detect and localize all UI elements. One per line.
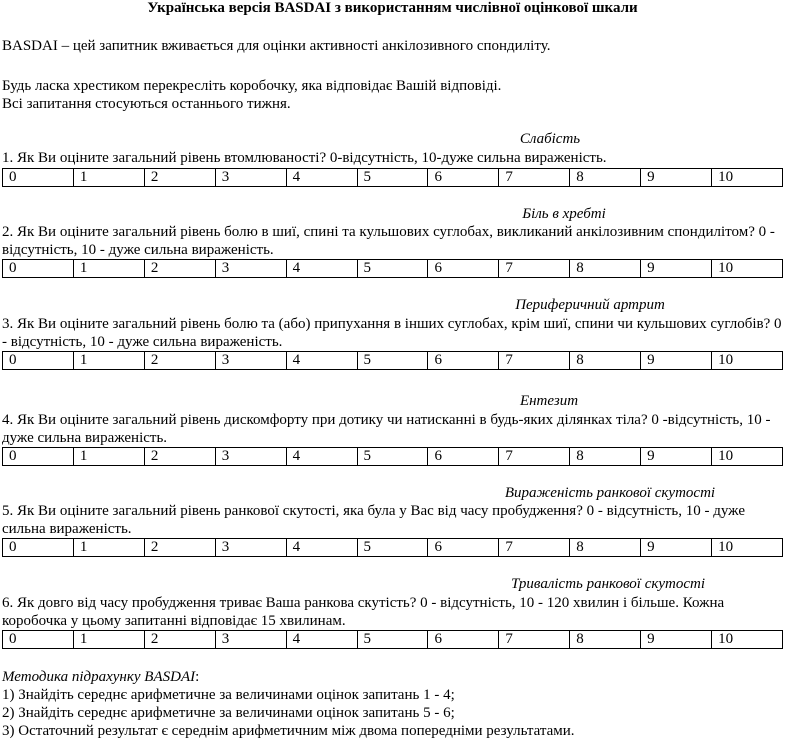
scale-box-0[interactable]: 0 <box>3 169 74 187</box>
scale-box-4[interactable]: 4 <box>286 352 357 370</box>
scale-box-7[interactable]: 7 <box>499 169 570 187</box>
scale-box-1[interactable]: 1 <box>73 260 144 278</box>
method-step-2: 2) Знайдіть середнє арифметичне за величинами оцінок запитань 5 - 6; <box>2 705 455 721</box>
scale-box-5[interactable]: 5 <box>357 352 428 370</box>
document-title: Українська версія BASDAI з використанням числівної оцінкової шкали <box>147 0 638 16</box>
scale-box-4[interactable]: 4 <box>286 169 357 187</box>
scale-box-2[interactable]: 2 <box>144 260 215 278</box>
instruction-line-2: Всі запитання стосуються останнього тижня. <box>2 96 291 112</box>
scale-box-5[interactable]: 5 <box>357 448 428 466</box>
scale-box-2[interactable]: 2 <box>144 539 215 557</box>
scale-box-8[interactable]: 8 <box>570 631 641 649</box>
scale-box-5[interactable]: 5 <box>357 260 428 278</box>
scale-box-3[interactable]: 3 <box>215 352 286 370</box>
scale-box-7[interactable]: 7 <box>499 539 570 557</box>
scale-box-3[interactable]: 3 <box>215 539 286 557</box>
method-title-colon: : <box>195 669 200 685</box>
question-1-scale <box>2 168 783 187</box>
scale-box-3[interactable]: 3 <box>215 169 286 187</box>
question-4-text: 4. Як Ви оціните загальний рівень дискомфорту при дотику чи натисканні в будь-яких ділянках тіла? 0 -відсутність, 10 - дуже сильна вираженість. <box>2 412 771 446</box>
question-4-heading: Ентезит <box>519 393 579 409</box>
scale-box-9[interactable]: 9 <box>641 631 712 649</box>
scale-box-10[interactable]: 10 <box>712 260 783 278</box>
scale-box-4[interactable]: 4 <box>286 448 357 466</box>
scale-box-7[interactable]: 7 <box>499 631 570 649</box>
scale-box-9[interactable]: 9 <box>641 352 712 370</box>
scale-box-0[interactable]: 0 <box>3 448 74 466</box>
scale-box-8[interactable]: 8 <box>570 539 641 557</box>
scale-box-0[interactable]: 0 <box>3 631 74 649</box>
scale-box-9[interactable]: 9 <box>641 260 712 278</box>
question-2-heading: Біль в хребті <box>522 206 606 222</box>
scale-box-5[interactable]: 5 <box>357 539 428 557</box>
scale-box-7[interactable]: 7 <box>499 260 570 278</box>
scale-box-10[interactable]: 10 <box>712 631 783 649</box>
scale-box-8[interactable]: 8 <box>570 260 641 278</box>
scale-box-10[interactable]: 10 <box>712 169 783 187</box>
question-1-heading: Слабість <box>519 131 581 147</box>
scale-box-8[interactable]: 8 <box>570 448 641 466</box>
question-6-text: 6. Як довго від часу пробудження триває Ваша ранкова скутість? 0 - відсутність, 10 - 120 хвилин і більше. Кожна коробочка у цьому запитанні відповідає 15 хвилинам. <box>2 595 725 629</box>
scale-box-10[interactable]: 10 <box>712 448 783 466</box>
scale-box-5[interactable]: 5 <box>357 169 428 187</box>
scale-box-7[interactable]: 7 <box>499 448 570 466</box>
method-step-3: 3) Остаточний результат є середнім арифметичним між двома попередніми результатами. <box>2 723 575 739</box>
scale-box-0[interactable]: 0 <box>3 260 74 278</box>
question-1-text: 1. Як Ви оціните загальний рівень втомлюваності? 0-відсутність, 10-дуже сильна вираженість. <box>2 150 607 166</box>
scale-box-0[interactable]: 0 <box>3 352 74 370</box>
scale-box-1[interactable]: 1 <box>73 539 144 557</box>
scale-box-9[interactable]: 9 <box>641 169 712 187</box>
scale-box-5[interactable]: 5 <box>357 631 428 649</box>
scale-box-8[interactable]: 8 <box>570 352 641 370</box>
method-step-1: 1) Знайдіть середнє арифметичне за величинами оцінок запитань 1 - 4; <box>2 687 455 703</box>
scale-box-2[interactable]: 2 <box>144 352 215 370</box>
scale-box-9[interactable]: 9 <box>641 539 712 557</box>
scale-box-7[interactable]: 7 <box>499 352 570 370</box>
question-2-text: 2. Як Ви оціните загальний рівень болю в шиї, спині та кульшових суглобах, викликаний анкілозивним спондилітом? 0 - відсутність, 10 - дуже сильна вираженість. <box>2 224 775 258</box>
question-6-heading: Тривалість ранкової скутості <box>510 576 706 592</box>
scale-box-10[interactable]: 10 <box>712 352 783 370</box>
question-5-text: 5. Як Ви оціните загальний рівень ранкової скутості, яка була у Вас від часу пробудження? 0 - відсутність, 10 - дуже сильна вираженість. <box>2 503 745 537</box>
instruction-line-1: Будь ласка хрестиком перекресліть коробочку, яка відповідає Вашій відповіді. <box>2 78 502 94</box>
intro-text: BASDAI – цей запитник вживається для оцінки активності анкілозивного спондиліту. <box>2 38 551 54</box>
scale-box-10[interactable]: 10 <box>712 539 783 557</box>
question-6-scale <box>2 630 783 649</box>
scale-box-3[interactable]: 3 <box>215 631 286 649</box>
scale-box-6[interactable]: 6 <box>428 352 499 370</box>
scale-box-6[interactable]: 6 <box>428 631 499 649</box>
scale-box-6[interactable]: 6 <box>428 169 499 187</box>
scale-box-8[interactable]: 8 <box>570 169 641 187</box>
question-4-scale <box>2 447 783 466</box>
scale-box-1[interactable]: 1 <box>73 169 144 187</box>
question-2-scale <box>2 259 783 278</box>
question-3-heading: Периферичний артрит <box>515 297 665 313</box>
scale-box-1[interactable]: 1 <box>73 631 144 649</box>
scale-box-4[interactable]: 4 <box>286 631 357 649</box>
scale-box-2[interactable]: 2 <box>144 631 215 649</box>
question-3-text: 3. Як Ви оціните загальний рівень болю та (або) припухання в інших суглобах, крім шиї, спини чи кульшових суглобів? 0 - відсутність, 10 - дуже сильна вираженість. <box>2 316 782 350</box>
scale-box-2[interactable]: 2 <box>144 169 215 187</box>
method-title: Методика підрахунку BASDAI <box>2 669 196 685</box>
scale-box-6[interactable]: 6 <box>428 539 499 557</box>
scale-box-1[interactable]: 1 <box>73 352 144 370</box>
question-3-scale <box>2 351 783 370</box>
scale-box-6[interactable]: 6 <box>428 260 499 278</box>
scale-box-2[interactable]: 2 <box>144 448 215 466</box>
scale-box-4[interactable]: 4 <box>286 539 357 557</box>
scale-box-3[interactable]: 3 <box>215 260 286 278</box>
question-5-heading: Вираженість ранкової скутості <box>504 485 716 501</box>
scale-box-0[interactable]: 0 <box>3 539 74 557</box>
question-5-scale <box>2 538 783 557</box>
scale-box-9[interactable]: 9 <box>641 448 712 466</box>
scale-box-1[interactable]: 1 <box>73 448 144 466</box>
scale-box-3[interactable]: 3 <box>215 448 286 466</box>
method-title-line <box>2 668 199 687</box>
scale-box-6[interactable]: 6 <box>428 448 499 466</box>
scale-box-4[interactable]: 4 <box>286 260 357 278</box>
